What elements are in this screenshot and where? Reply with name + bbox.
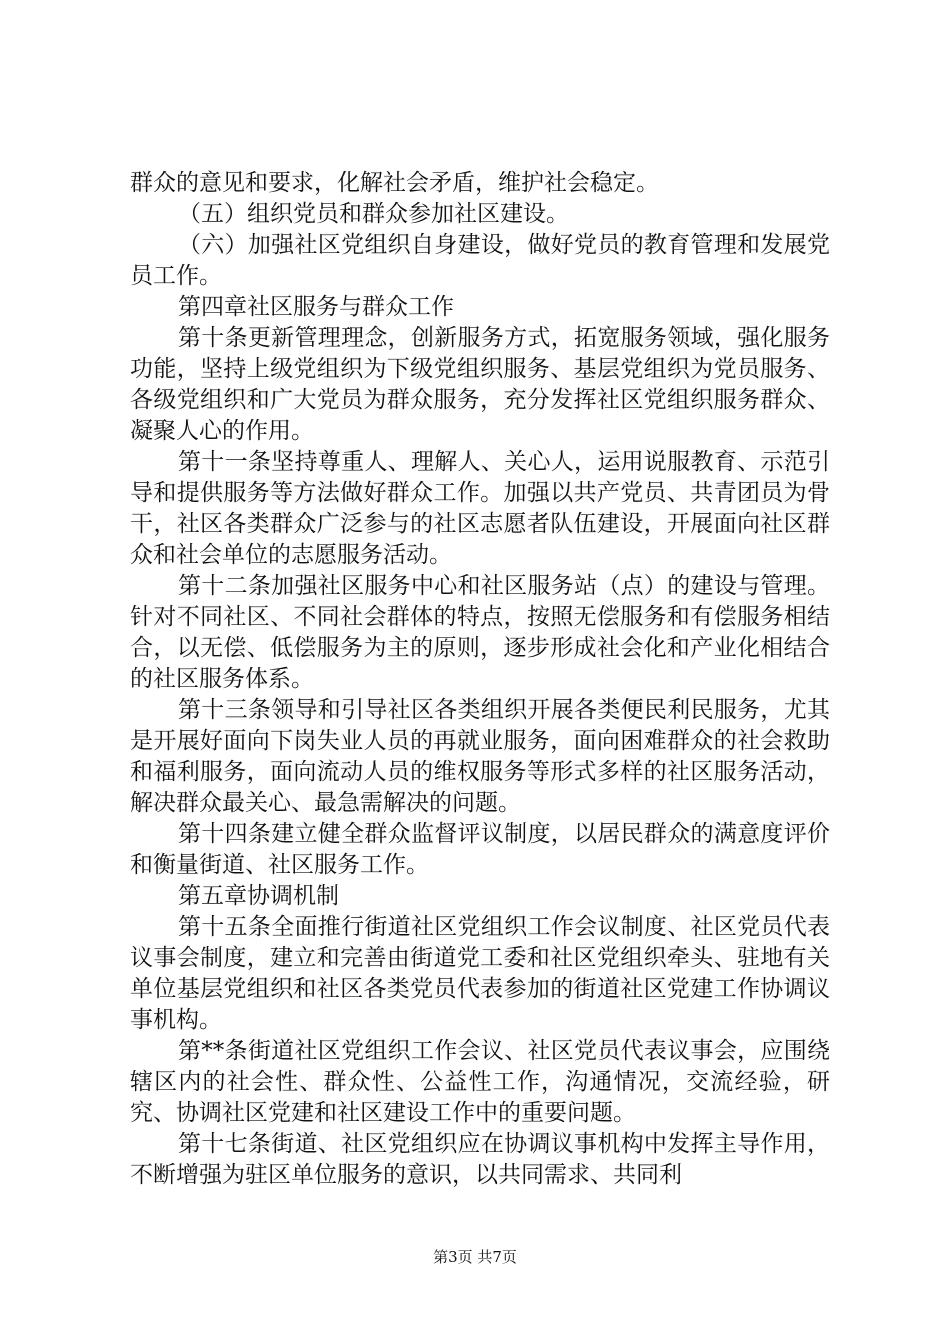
document-body [130, 168, 830, 1191]
page-number-footer: 第3页 共7页 [433, 1248, 517, 1266]
article-13: 第十三条领导和引导社区各类组织开展各类便民利民服务，尤其是开展好面向下岗失业人员的再就业服务，面向困难群众的社会救助和福利服务，面向流动人员的维权服务等形式多样的社区服务活动，解决群众最关心、最急需解决的问题。 [130, 697, 830, 816]
chapter-heading-5: 第五章协调机制 [178, 883, 339, 909]
paragraph-2: （五）组织党员和群众参加社区建设。 [178, 201, 569, 227]
article-17: 第十七条街道、社区党组织应在协调议事机构中发挥主导作用，不断增强为驻区单位服务的意识，以共同需求、共同利 [130, 1131, 830, 1188]
article-14: 第十四条建立健全群众监督评议制度，以居民群众的满意度评价和衡量街道、社区服务工作。 [130, 821, 830, 878]
article-15: 第十五条全面推行街道社区党组织工作会议制度、社区党员代表议事会制度，建立和完善由街道党工委和社区党组织牵头、驻地有关单位基层党组织和社区各类党员代表参加的街道社区党建工作协调议事机构。 [130, 914, 830, 1033]
chapter-heading-4: 第四章社区服务与群众工作 [178, 294, 454, 320]
paragraph-1: 群众的意见和要求，化解社会矛盾，维护社会稳定。 [130, 170, 659, 196]
article-11: 第十一条坚持尊重人、理解人、关心人，运用说服教育、示范引导和提供服务等方法做好群众工作。加强以共产党员、共青团员为骨干，社区各类群众广泛参与的社区志愿者队伍建设，开展面向社区群众和社会单位的志愿服务活动。 [130, 449, 830, 568]
paragraph-3: （六）加强社区党组织自身建设，做好党员的教育管理和发展党员工作。 [130, 232, 830, 289]
article-10: 第十条更新管理理念，创新服务方式，拓宽服务领域，强化服务功能，坚持上级党组织为下级党组织服务、基层党组织为党员服务、各级党组织和广大党员为群众服务，充分发挥社区党组织服务群众、凝聚人心的作用。 [130, 325, 830, 444]
article-16: 第**条街道社区党组织工作会议、社区党员代表议事会，应围绕辖区内的社会性、群众性、公益性工作，沟通情况，交流经验，研究、协调社区党建和社区建设工作中的重要问题。 [130, 1038, 830, 1126]
article-12: 第十二条加强社区服务中心和社区服务站（点）的建设与管理。针对不同社区、不同社会群体的特点，按照无偿服务和有偿服务相结合，以无偿、低偿服务为主的原则，逐步形成社会化和产业化相结合的社区服务体系。 [130, 573, 830, 692]
